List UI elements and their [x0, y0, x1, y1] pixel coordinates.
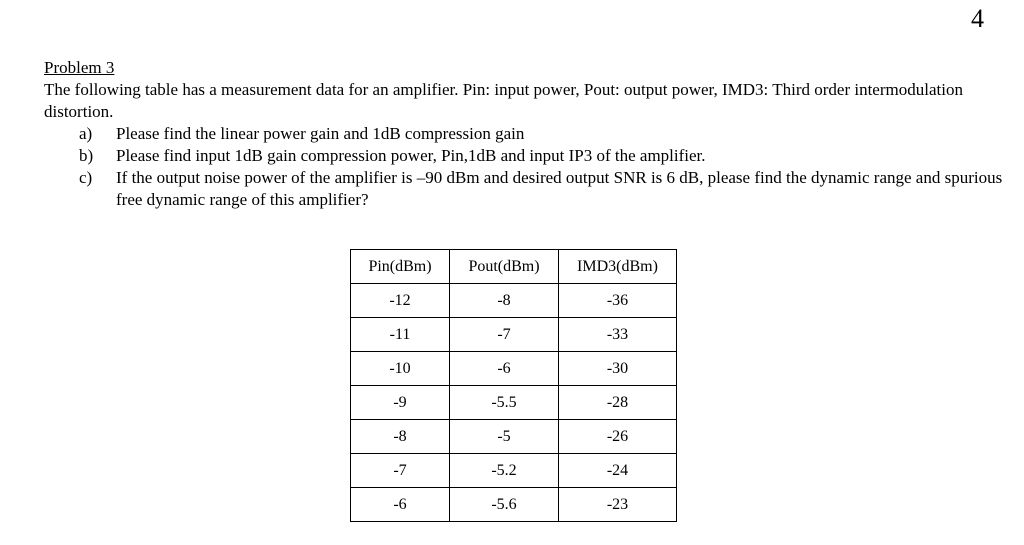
table-row	[351, 488, 677, 522]
table-row	[351, 284, 677, 318]
problem-title: Problem 3	[44, 58, 115, 77]
table-header-row	[351, 250, 677, 284]
cell-imd3: -26	[559, 420, 677, 454]
cell-pin: -12	[351, 284, 450, 318]
table-row	[351, 420, 677, 454]
cell-pout: -5.5	[450, 386, 559, 420]
cell-imd3: -30	[559, 352, 677, 386]
question-text: Please find input 1dB gain compression power, Pin,1dB and input IP3 of the amplifier.	[116, 146, 706, 165]
question-list	[44, 123, 1004, 211]
question-text: Please find the linear power gain and 1dB compression gain	[116, 124, 525, 143]
cell-pout: -6	[450, 352, 559, 386]
cell-pout: -8	[450, 284, 559, 318]
question-item-a	[44, 123, 1004, 145]
measurement-table	[350, 249, 677, 522]
cell-pout: -5.6	[450, 488, 559, 522]
cell-pout: -5	[450, 420, 559, 454]
problem-intro: The following table has a measurement data for an amplifier. Pin: input power, Pout: output power, IMD3: Third order intermodulation distortion.	[44, 80, 963, 121]
cell-pin: -8	[351, 420, 450, 454]
cell-pin: -7	[351, 454, 450, 488]
question-item-b	[44, 145, 1004, 167]
cell-pin: -10	[351, 352, 450, 386]
cell-pout: -7	[450, 318, 559, 352]
cell-pin: -9	[351, 386, 450, 420]
question-marker: a)	[79, 124, 93, 143]
question-item-c	[44, 167, 1004, 211]
cell-imd3: -23	[559, 488, 677, 522]
table-row	[351, 454, 677, 488]
cell-imd3: -28	[559, 386, 677, 420]
cell-pout: -5.2	[450, 454, 559, 488]
problem-section	[44, 57, 1004, 211]
table-row	[351, 352, 677, 386]
question-marker: c)	[79, 168, 93, 187]
table-row	[351, 386, 677, 420]
page-number: 4	[971, 4, 984, 33]
cell-imd3: -24	[559, 454, 677, 488]
question-text: If the output noise power of the amplifier is –90 dBm and desired output SNR is 6 dB, please find the dynamic range and spurious free dynamic range of this amplifier?	[116, 168, 1003, 209]
header-imd3: IMD3(dBm)	[559, 250, 677, 284]
cell-imd3: -33	[559, 318, 677, 352]
header-pout: Pout(dBm)	[450, 250, 559, 284]
header-pin: Pin(dBm)	[351, 250, 450, 284]
question-marker: b)	[79, 146, 94, 165]
cell-pin: -11	[351, 318, 450, 352]
cell-imd3: -36	[559, 284, 677, 318]
table-row	[351, 318, 677, 352]
cell-pin: -6	[351, 488, 450, 522]
